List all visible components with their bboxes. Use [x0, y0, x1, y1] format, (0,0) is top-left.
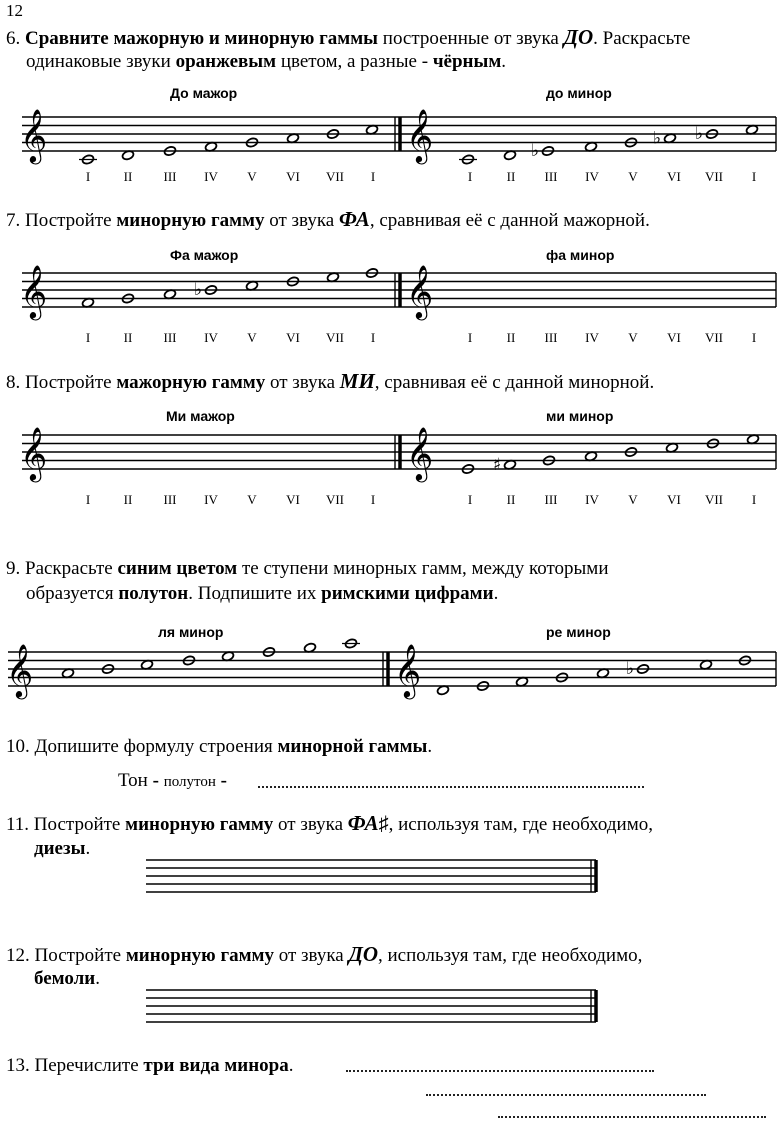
ex7-left-title: Фа мажор	[170, 247, 239, 263]
ex7-degree-label: I	[370, 330, 376, 345]
ex6-degree-label: V	[247, 169, 257, 184]
ex12-text2: от звука	[273, 945, 349, 966]
ex8-bold1: мажорную гамму	[116, 372, 266, 393]
ex7-right-title: фа минор	[546, 247, 615, 263]
ex7-degree-label: III	[544, 330, 558, 345]
ex8-degree-label: II	[123, 492, 133, 507]
flat-sign: ♭	[626, 659, 635, 679]
ex12-text3: , используя там, где необходимо,	[378, 945, 643, 966]
ex6-degree-label: II	[123, 169, 133, 184]
ex10-number: 10.	[6, 736, 30, 757]
ex7-text2: от звука	[264, 210, 339, 231]
treble-clef-icon: 𝄞	[406, 108, 434, 162]
ex9-text5: .	[493, 583, 499, 604]
ex7-degree-label: V	[247, 330, 257, 345]
ex9-right-title: ре минор	[546, 624, 611, 640]
ex11-bold1: минорную гамму	[125, 814, 274, 835]
ex8-degree-label: VII	[325, 492, 345, 507]
ex6-degree-label: III	[163, 169, 177, 184]
ex9-text1: Раскрасьте	[25, 558, 118, 579]
ex10-bold1: минорной гаммы	[277, 736, 428, 757]
ex6-degree-label: I	[467, 169, 473, 184]
ex6-number: 6.	[6, 28, 21, 49]
ex7-bold1: минорную гамму	[116, 210, 265, 231]
sharp-sign: ♯	[493, 454, 502, 475]
flat-sign: ♭	[653, 128, 662, 149]
page-number: 12	[6, 1, 23, 20]
ex7-degree-label: VII	[704, 330, 724, 345]
ex11-text1: Постройте	[33, 814, 126, 835]
ex6-degree-label: I	[370, 169, 376, 184]
treble-clef-icon: 𝄞	[394, 643, 422, 697]
ex13-answer-line-1[interactable]	[346, 1070, 654, 1072]
ex7-text1: Постройте	[25, 210, 117, 231]
ex8-degree-label: VII	[704, 492, 724, 507]
ex6-degree-label: VI	[667, 169, 681, 184]
treble-clef-icon: 𝄞	[20, 264, 48, 318]
ex6-text5: .	[501, 51, 507, 72]
ex8-degree-label: I	[370, 492, 376, 507]
ex10-text2: .	[427, 736, 433, 757]
treble-clef-icon: 𝄞	[406, 264, 434, 318]
ex10-formula-ton: Тон	[118, 770, 148, 791]
ex6-text2: . Раскрасьте	[593, 28, 691, 49]
ex12-bold1: минорную гамму	[125, 945, 274, 966]
ex7-degree-label: I	[85, 330, 91, 345]
ex6-degree-label: II	[506, 169, 516, 184]
ex11-text4: .	[85, 838, 91, 859]
ex9-bold1: синим цветом	[117, 558, 238, 579]
ex11-text2: от звука	[273, 814, 348, 835]
ex6-degree-label: V	[628, 169, 638, 184]
ex6-orange: оранжевым	[175, 51, 277, 72]
ex6-right-title: до минор	[546, 85, 612, 101]
ex6-degree-label: III	[544, 169, 558, 184]
ex6-note: ДО	[563, 25, 594, 49]
flat-sign: ♭	[695, 124, 704, 144]
ex7-text3: , сравнивая её с данной мажорной.	[369, 210, 650, 231]
ex11-number: 11.	[6, 814, 30, 835]
ex12-note: ДО	[348, 942, 378, 966]
ex8-degree-label: II	[506, 492, 516, 507]
ex11-note: ФА	[347, 811, 379, 835]
ex7-degree-label: VII	[325, 330, 345, 345]
ex8-degree-label: I	[751, 492, 757, 507]
ex6-degree-label: IV	[204, 169, 218, 184]
treble-clef-icon: 𝄞	[20, 108, 48, 162]
ex7-note: ФА	[338, 207, 370, 231]
ex6-text4: цветом, а разные -	[276, 51, 433, 72]
ex13-bold1: три вида минора	[143, 1055, 289, 1076]
ex6-text1: построенные от звука	[378, 28, 564, 49]
ex8-degree-label: IV	[204, 492, 218, 507]
ex9-bold2: полутон	[118, 583, 189, 604]
ex8-degree-label: III	[544, 492, 558, 507]
ex11-text3: , используя там, где необходимо,	[388, 814, 653, 835]
ex10-formula-dash1: -	[147, 770, 164, 791]
ex8-degree-label: IV	[585, 492, 599, 507]
ex9-left-title: ля минор	[158, 624, 224, 640]
ex6-degree-label: VII	[325, 169, 345, 184]
ex13-answer-line-2[interactable]	[426, 1094, 706, 1096]
ex8-text2: от звука	[265, 372, 340, 393]
ex8-degree-label: I	[85, 492, 91, 507]
ex7-degree-label: I	[751, 330, 757, 345]
ex7-number: 7.	[6, 210, 21, 231]
ex8-degree-label: VI	[286, 492, 300, 507]
flat-sign: ♭	[531, 141, 540, 161]
ex12-bold2: бемоли	[34, 968, 96, 989]
treble-clef-icon: 𝄞	[6, 643, 34, 697]
ex8-text3: , сравнивая её с данной минорной.	[374, 372, 655, 393]
ex7-degree-label: IV	[204, 330, 218, 345]
ex9-number: 9.	[6, 558, 21, 579]
ex7-degree-label: VI	[286, 330, 300, 345]
ex6-black: чёрным	[432, 51, 502, 72]
ex8-note: МИ	[339, 369, 375, 393]
ex7-degree-label: I	[467, 330, 473, 345]
ex8-degree-label: V	[247, 492, 257, 507]
ex9-bold3: римскими цифрами	[321, 583, 494, 604]
treble-clef-icon: 𝄞	[20, 426, 48, 480]
ex8-degree-label: VI	[667, 492, 681, 507]
ex10-formula-dash2: -	[215, 770, 227, 791]
ex6-degree-label: VII	[704, 169, 724, 184]
ex8-left-title: Ми мажор	[166, 408, 235, 424]
ex6-title: Сравните мажорную и минорную гаммы	[25, 28, 379, 49]
ex13-line1	[6, 1055, 293, 1077]
ex8-text1: Постройте	[25, 372, 117, 393]
treble-clef-icon: 𝄞	[406, 426, 434, 480]
ex6-text3: одинаковые звуки	[26, 51, 176, 72]
ex8-degree-label: I	[467, 492, 473, 507]
ex7-degree-label: III	[163, 330, 177, 345]
ex6-degree-label: I	[85, 169, 91, 184]
ex13-answer-line-3[interactable]	[498, 1116, 766, 1118]
ex10-text1: Допишите формулу строения	[34, 736, 278, 757]
ex6-degree-label: IV	[585, 169, 599, 184]
ex13-number: 13.	[6, 1055, 30, 1076]
ex11-sharp: ♯	[378, 813, 389, 835]
flat-sign: ♭	[194, 280, 203, 300]
ex7-degree-label: II	[123, 330, 133, 345]
ex9-text4: . Подпишите их	[188, 583, 322, 604]
ex6-left-title: До мажор	[170, 85, 238, 101]
ex10-formula-semitone: полутон	[163, 774, 216, 790]
ex13-text1: Перечислите	[34, 1055, 144, 1076]
ex13-text2: .	[288, 1055, 294, 1076]
ex9-text2: те ступени минорных гамм, между которыми	[237, 558, 609, 579]
ex8-number: 8.	[6, 372, 21, 393]
ex7-degree-label: IV	[585, 330, 599, 345]
ex12-text1: Постройте	[34, 945, 126, 966]
ex7-degree-label: VI	[667, 330, 681, 345]
ex8-degree-label: III	[163, 492, 177, 507]
ex6-degree-label: VI	[286, 169, 300, 184]
ex7-degree-label: II	[506, 330, 516, 345]
ex11-bold2: диезы	[34, 838, 86, 859]
ex12-text4: .	[95, 968, 100, 989]
ex8-right-title: ми минор	[546, 408, 614, 424]
ex9-text3: образуется	[26, 583, 119, 604]
ex8-degree-label: V	[628, 492, 638, 507]
ex6-degree-label: I	[751, 169, 757, 184]
ex12-number: 12.	[6, 945, 30, 966]
ex7-degree-label: V	[628, 330, 638, 345]
